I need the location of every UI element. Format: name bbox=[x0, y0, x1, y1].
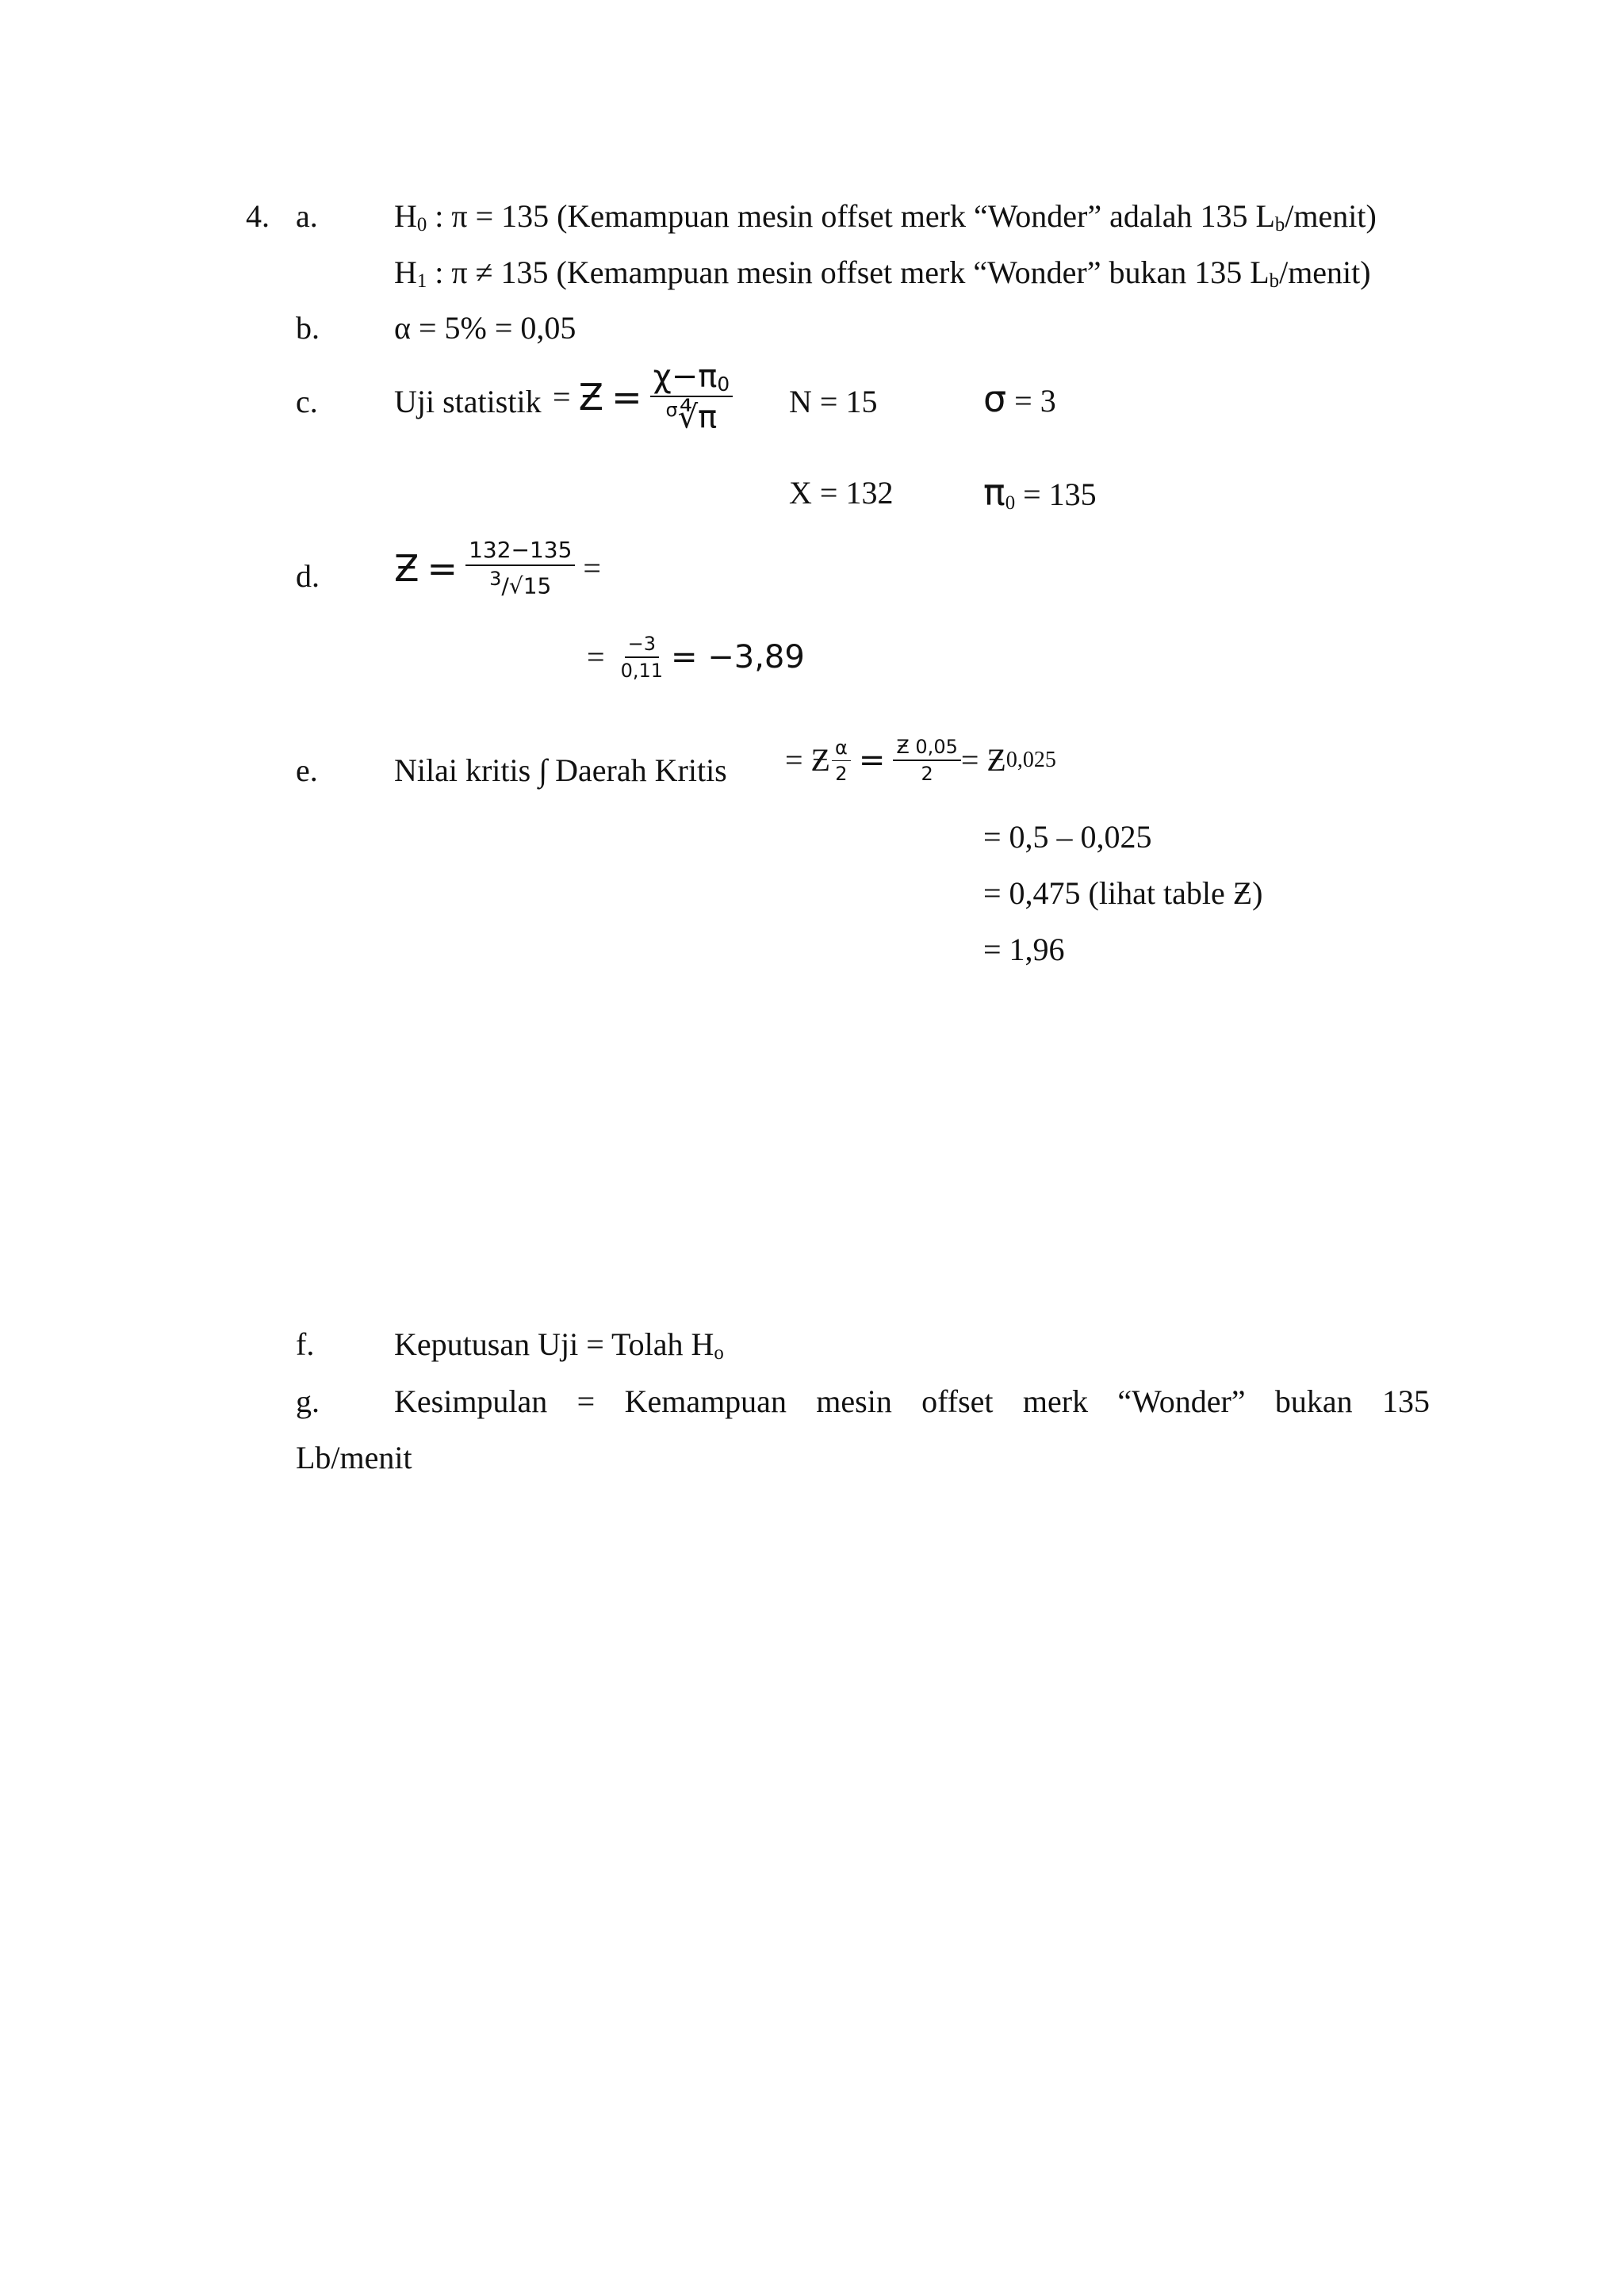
test-statistic-fraction: $\frac{\chi-\pi_0}{^\sigma∜\pi}$ bbox=[650, 361, 733, 433]
label-b: b. bbox=[296, 310, 320, 346]
z-alpha-fraction: $\frac{Ƶ 0,05}{2}$ bbox=[893, 737, 961, 783]
label-c: c. bbox=[296, 384, 318, 419]
critical-value-label: Nilai kritis ∫ Daerah Kritis bbox=[394, 752, 727, 788]
label-g: g. bbox=[296, 1383, 320, 1419]
critical-value-formula: = Ƶ $\frac{\alpha}{2}$ = $\frac{Ƶ 0,05}{2}$ = Ƶ 0,025 bbox=[785, 736, 1056, 785]
test-statistic-formula: = Ƶ = $\frac{\chi-\pi_0}{^\sigma∜\pi}$ bbox=[553, 361, 733, 433]
label-f: f. bbox=[296, 1326, 315, 1362]
z-calculation-fraction: $\frac{132-135}{^3/√15}$ bbox=[465, 539, 575, 597]
hypothesis-h1: $H_1$ : π ≠ 135 (Kemampuan mesin offset merk “Wonder” bukan 135 $L_b/menit$) bbox=[394, 254, 1371, 292]
alpha-value: α = 5% = 0,05 bbox=[394, 310, 576, 346]
critical-step-3: = 1,96 bbox=[983, 932, 1065, 967]
label-e: e. bbox=[296, 752, 318, 788]
problem-number: 4. bbox=[246, 198, 270, 234]
critical-step-2: = 0,475 (lihat table Ƶ) bbox=[983, 875, 1263, 911]
z-calculation: Ƶ = $\frac{132-135}{^3/√15}$ = bbox=[394, 537, 601, 599]
label-d: d. bbox=[296, 558, 320, 594]
z-result: = $\frac{-3}{0,11}$ = −3,89 bbox=[587, 633, 805, 682]
z-result-fraction: $\frac{-3}{0,11}$ bbox=[620, 633, 663, 682]
critical-step-1: = 0,5 – 0,025 bbox=[983, 819, 1152, 855]
alpha-half-fraction: $\frac{\alpha}{2}$ bbox=[832, 738, 851, 783]
label-a: a. bbox=[296, 198, 318, 234]
conclusion-line: Kesimpulan = Kemampuan mesin offset merk “Wonder” bukan 135 bbox=[394, 1383, 1430, 1419]
sigma-value: σ = 3 bbox=[983, 377, 1056, 420]
pi0-value: $\pi_0 = 135$ bbox=[983, 471, 1097, 514]
conclusion-line-2: Lb/menit bbox=[296, 1440, 412, 1475]
sample-mean: X = 132 bbox=[789, 475, 894, 511]
test-statistic-label: Uji statistik bbox=[394, 384, 542, 419]
hypothesis-h0: $H_0$ : π = 135 (Kemampuan mesin offset merk “Wonder” adalah 135 $L_b/menit$) bbox=[394, 198, 1377, 235]
sample-size: N = 15 bbox=[789, 384, 878, 419]
test-decision: Keputusan Uji = Tolah $H_o$ bbox=[394, 1326, 724, 1364]
